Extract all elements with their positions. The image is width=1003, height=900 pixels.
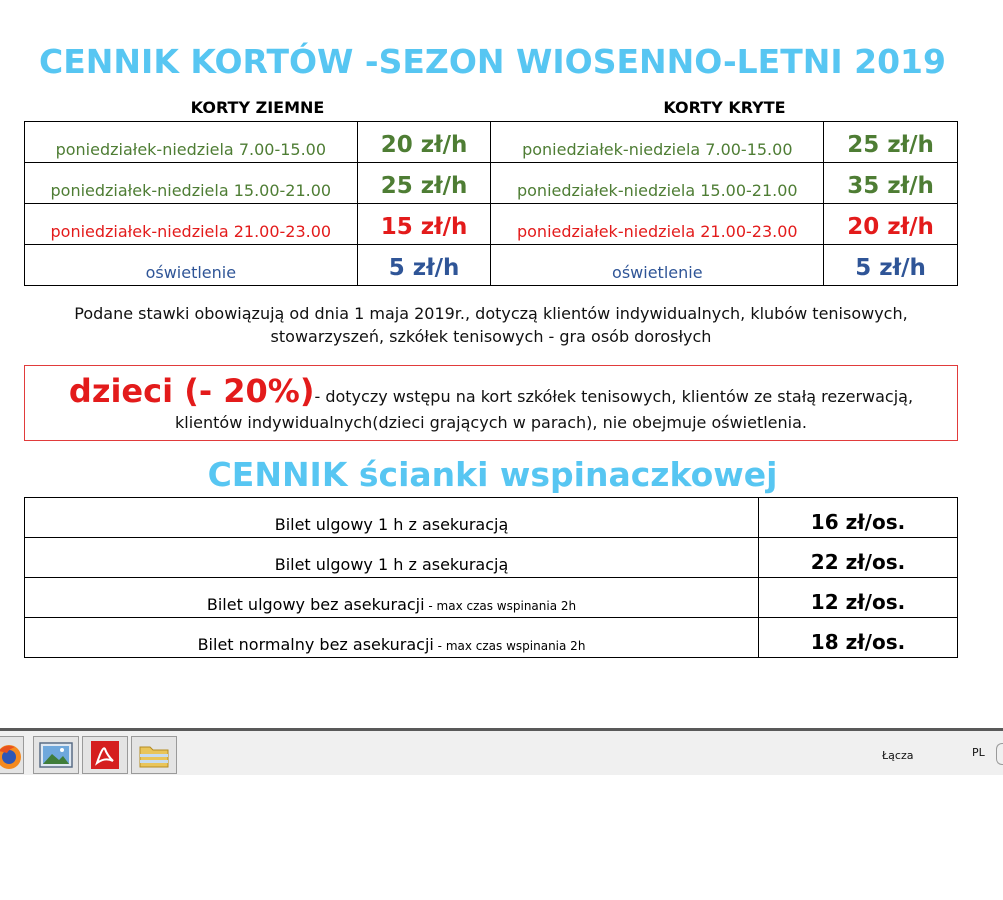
table-row	[25, 122, 958, 163]
file-explorer-taskbar-button[interactable]	[131, 736, 177, 774]
table-row	[25, 245, 958, 286]
photo-viewer-taskbar-button[interactable]	[33, 736, 79, 774]
court-price-table	[24, 121, 958, 286]
outdoor-time-label: poniedziałek-niedziela 21.00-23.00	[25, 204, 358, 245]
links-toolbar-label[interactable]: Łącza	[882, 749, 914, 762]
table-row	[25, 538, 958, 578]
acrobat-icon	[83, 737, 127, 773]
table-row	[25, 163, 958, 204]
pricing-note-line: Podane stawki obowiązują od dnia 1 maja 2019r., dotyczą klientów indywidualnych, klubów tenisowych,	[74, 304, 908, 323]
firefox-icon	[0, 737, 25, 775]
indoor-time-label: poniedziałek-niedziela 21.00-23.00	[491, 204, 824, 245]
page-title: CENNIK KORTÓW -SEZON WIOSENNO-LETNI 2019	[39, 42, 946, 81]
indoor-time-label: poniedziałek-niedziela 7.00-15.00	[491, 122, 824, 163]
kids-discount-highlight: dzieci (- 20%)	[68, 372, 315, 410]
ticket-price: 16 zł/os.	[759, 498, 958, 538]
file-explorer-icon	[132, 737, 176, 773]
kids-discount-box	[24, 365, 958, 441]
outdoor-time-label: poniedziałek-niedziela 15.00-21.00	[25, 163, 358, 204]
kids-discount-text: - dotyczy wstępu na kort szkółek tenisowych, klientów ze stałą rezerwacją,	[314, 387, 914, 406]
pricing-note-line: stowarzyszeń, szkółek tenisowych - gra osób dorosłych	[270, 327, 712, 346]
indoor-time-label: poniedziałek-niedziela 15.00-21.00	[491, 163, 824, 204]
ticket-note: - max czas wspinania 2h	[424, 599, 577, 613]
indoor-price: 35 zł/h	[824, 163, 958, 204]
outdoor-price: 25 zł/h	[357, 163, 491, 204]
indoor-lighting-label: oświetlenie	[491, 245, 824, 286]
climbing-wall-title: CENNIK ścianki wspinaczkowej	[207, 455, 778, 494]
ticket-note: - max czas wspinania 2h	[433, 639, 586, 653]
language-indicator[interactable]: PL	[972, 746, 985, 759]
indoor-lighting-price: 5 zł/h	[824, 245, 958, 286]
acrobat-taskbar-button[interactable]	[82, 736, 128, 774]
ticket-price: 12 zł/os.	[759, 578, 958, 618]
outdoor-time-label: poniedziałek-niedziela 7.00-15.00	[25, 122, 358, 163]
table-row	[25, 498, 958, 538]
indoor-courts-header: KORTY KRYTE	[663, 98, 786, 117]
ticket-label: Bilet normalny bez asekuracji	[197, 635, 434, 654]
outdoor-price: 15 zł/h	[357, 204, 491, 245]
tray-chevron-icon[interactable]	[996, 743, 1003, 765]
table-row	[25, 578, 958, 618]
table-row	[25, 618, 958, 658]
ticket-price: 22 zł/os.	[759, 538, 958, 578]
ticket-label: Bilet ulgowy bez asekuracji	[206, 595, 425, 614]
taskbar	[0, 728, 1003, 775]
ticket-price: 18 zł/os.	[759, 618, 958, 658]
indoor-price: 25 zł/h	[824, 122, 958, 163]
kids-discount-text: klientów indywidualnych(dzieci grających w parach), nie obejmuje oświetlenia.	[175, 413, 807, 432]
indoor-price: 20 zł/h	[824, 204, 958, 245]
photo-viewer-icon	[34, 737, 78, 773]
ticket-label: Bilet ulgowy 1 h z asekuracją	[274, 515, 509, 534]
ticket-label: Bilet ulgowy 1 h z asekuracją	[274, 555, 509, 574]
firefox-taskbar-button[interactable]	[0, 736, 24, 774]
outdoor-price: 20 zł/h	[357, 122, 491, 163]
outdoor-lighting-price: 5 zł/h	[357, 245, 491, 286]
outdoor-courts-header: KORTY ZIEMNE	[190, 98, 325, 117]
table-row	[25, 204, 958, 245]
outdoor-lighting-label: oświetlenie	[25, 245, 358, 286]
pricing-note	[24, 302, 958, 348]
climbing-wall-price-table	[24, 497, 958, 658]
